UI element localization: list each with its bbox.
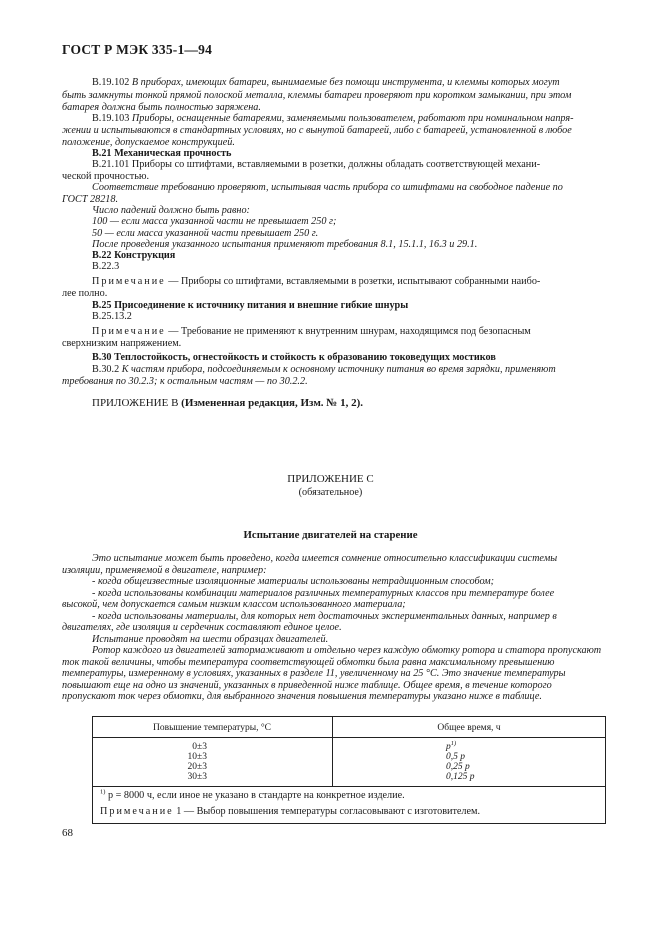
appendix-c-p8: Испытание проводят на шести образцах двигателей.: [92, 634, 329, 645]
clause-number: В.30.2: [92, 364, 120, 375]
appendix-b-label: ПРИЛОЖЕНИЕ В: [92, 397, 179, 409]
table-cell-time: 0,125 p: [446, 772, 475, 782]
b21-drops: Число падений должно быть равно:: [92, 205, 250, 216]
appendix-c-heading: Испытание двигателей на старение: [243, 529, 418, 541]
b22-number: В.22.3: [92, 261, 120, 272]
b22-note-line2: лее полно.: [62, 288, 108, 299]
table-cell-rise: 20±3: [187, 762, 207, 772]
footnote-mark: 1): [100, 788, 106, 796]
b19-102-line3: батарея должна быть полностью заряжена.: [62, 102, 261, 113]
table-cell-time: [446, 739, 457, 752]
b19-103-line3: положение, допускаемое конструкцией.: [62, 137, 235, 148]
clause-text: Приборы со штифтами, вставляемыми в розетки, должны обладать соответствующей механи-: [131, 159, 541, 170]
time-value: p: [446, 742, 451, 752]
appendix-c-p7: двигателях, где изоляция и сердечник составляют единое целое.: [62, 622, 342, 633]
note-label: Примечание: [100, 806, 174, 817]
b25-note-line2: сверхнизким напряжением.: [62, 338, 182, 349]
appendix-c-p4: - когда использованы комбинации материалов различных температурных классов при температуре более: [92, 588, 555, 599]
clause-text: Приборы, оснащенные батареями, заменяемыми пользователем, работают при номинальном напря-: [131, 113, 574, 124]
page-header: ГОСТ Р МЭК 335-1—94: [62, 42, 213, 57]
b30-heading: В.30 Теплостойкость, огнестойкость и стойкость к образованию токоведущих мостиков: [92, 352, 496, 363]
b30-line1: [92, 364, 556, 375]
table-note: [100, 806, 480, 817]
appendix-c-p3: - когда общеизвестные изоляционные материалы использованы нетрадиционным способом;: [92, 576, 495, 587]
footnote-ref: 1): [450, 739, 457, 747]
note-text: — Требование не применяют к внутренним шнурам, находящимся под безопасным: [165, 326, 531, 337]
appendix-c-p6: - когда использованы материалы, для которых нет достаточных экспериментальных данных, например в: [92, 611, 557, 622]
appendix-c-p11: температуры, измеренному в условиях, указанных в разделе 11, увеличенному на 25 °С. Это значение температуры: [62, 668, 566, 679]
appendix-c-p1: Это испытание может быть проведено, когда имеется сомнение относительно классификации системы: [92, 553, 558, 564]
footnote-text: p = 8000 ч, если иное не указано в стандарте на конкретное изделие.: [105, 790, 405, 801]
clause-number: В.21.101: [92, 159, 130, 170]
table-header-divider: [92, 737, 606, 738]
clause-text: В приборах, имеющих батареи, вынимаемые без помощи инструмента, и клеммы которых могут: [131, 77, 560, 88]
b19-102-line2: быть замкнуты тонкой прямой полоской металла, клеммы батареи проверяют при коротком замыкании, при этом: [62, 90, 572, 101]
appendix-c-status: (обязательное): [298, 487, 363, 498]
table-header-rise: Повышение температуры, °С: [153, 723, 271, 733]
b21-check-line2: ГОСТ 28218.: [62, 194, 119, 205]
b19-103-line1: [92, 113, 574, 124]
b22-note-line1: [92, 276, 540, 287]
note-label: Примечание: [92, 326, 166, 337]
table-cell-time: 0,25 p: [446, 762, 470, 772]
appendix-b-note: (Измененная редакция, Изм. № 1, 2).: [181, 397, 364, 409]
b21-after: После проведения указанного испытания применяют требования 8.1, 15.1.1, 16.3 и 29.1.: [92, 239, 478, 250]
b19-102-line1: [92, 77, 560, 88]
note-text: 1 — Выбор повышения температуры согласовывают с изготовителем.: [173, 806, 481, 817]
clause-text: К частям прибора, подсоединяемым к основному источнику питания во время зарядки, применяют: [121, 364, 556, 375]
appendix-c-title: ПРИЛОЖЕНИЕ С: [287, 473, 374, 485]
appendix-c-p2: изоляции, применяемой в двигателе, например:: [62, 565, 267, 576]
table-body-divider: [92, 786, 606, 787]
b21-check-line1: Соответствие требованию проверяют, испытывая часть прибора со штифтами на свободное падение по: [92, 182, 563, 193]
b21-101-line1: [92, 159, 540, 170]
page-number: 68: [62, 827, 73, 839]
table-cell-rise: 30±3: [187, 772, 207, 782]
b19-103-line2: жении и испытываются в стандартных условиях, но с вынутой батареей, либо с батареей, установленной в любое: [62, 125, 572, 136]
b25-number: В.25.13.2: [92, 311, 132, 322]
note-label: Примечание: [92, 276, 166, 287]
b30-line2: требования по 30.2.3; к остальным частям — по 30.2.2.: [62, 376, 308, 387]
appendix-c-p10: ток такой величины, чтобы температура соответствующей обмотки была равна максимальному превышению: [62, 657, 555, 668]
b21-heading: В.21 Механическая прочность: [92, 148, 232, 159]
b21-item2: 50 — если масса указанной части превышает 250 г.: [92, 228, 319, 239]
table-header-time: Общее время, ч: [437, 723, 501, 733]
appendix-c-p12: повышают еще на одно из значений, указанных в приведенной ниже таблице. Общее время, в течение которого: [62, 680, 552, 691]
appendix-c-p13: пропускают ток через обмотки, для выбранного значения повышения температуры указано ниже в таблице.: [62, 691, 542, 702]
appendix-c-p9: Ротор каждого из двигателей затормаживают и отдельно через каждую обмотку ротора и статора пропускают: [92, 645, 602, 656]
b25-note-line1: [92, 326, 531, 337]
appendix-b-line: [92, 398, 363, 409]
b21-101-line2: ческой прочностью.: [62, 171, 150, 182]
table-cell-time: 0,5 p: [446, 752, 465, 762]
b22-heading: В.22 Конструкция: [92, 250, 176, 261]
clause-number: В.19.103: [92, 113, 130, 124]
note-text: — Приборы со штифтами, вставляемыми в розетки, испытывают собранными наибо-: [165, 276, 541, 287]
table-cell-rise: 0±3: [192, 742, 207, 752]
table-cell-rise: 10±3: [187, 752, 207, 762]
b21-item1: 100 — если масса указанной части не превышает 250 г;: [92, 216, 337, 227]
appendix-c-p5: высокой, чем допускается самым низким классом использованного материала;: [62, 599, 406, 610]
table-footnote: [100, 790, 405, 801]
clause-number: В.19.102: [92, 77, 130, 88]
b25-heading: В.25 Присоединение к источнику питания и внешние гибкие шнуры: [92, 300, 409, 311]
